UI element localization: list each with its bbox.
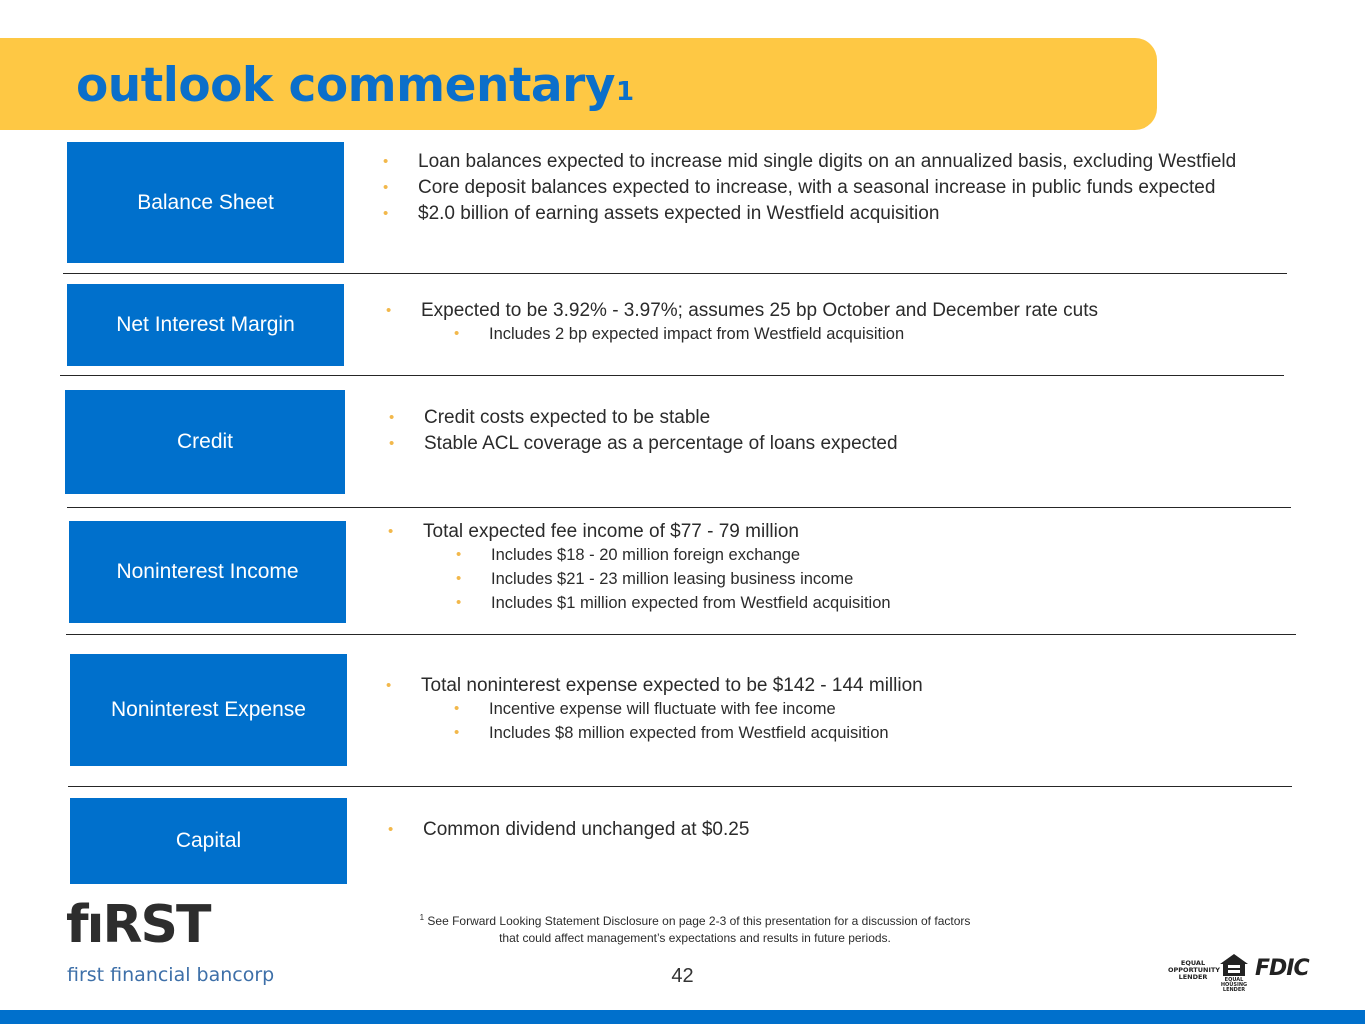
footnote-line-1: See Forward Looking Statement Disclosure on page 2-3 of this presentation for a discussion of factors [427,914,971,928]
badge-line: EQUAL HOUSING [1220,977,1248,988]
list-item [386,322,1286,346]
section-label-capital: Capital [70,798,347,884]
bullet-icon: • [454,325,460,342]
footnote-line-2: that could affect management’s expectations and results in future periods. [499,931,891,945]
bullet-icon: • [456,546,462,563]
bullet-icon: • [383,179,389,196]
list-item [388,543,1288,567]
badge-line: LENDER [1222,987,1246,993]
bullet-icon: • [389,435,395,452]
bullet-icon: • [388,821,394,838]
footnote-marker: 1 [419,913,425,922]
bullet-icon: • [386,302,392,319]
section-label-balance-sheet: Balance Sheet [67,142,344,263]
bullet-icon: • [389,409,395,426]
badge-line: LENDER [1178,973,1208,981]
balance-sheet-bullets [383,150,1298,225]
bullet-text: Includes $21 - 23 million leasing business income [491,570,854,588]
fdic-logo: FDIC [1255,956,1309,981]
list-item [388,591,1288,615]
list-item [388,567,1288,591]
bullet-text: Credit costs expected to be stable [424,407,711,428]
noninterest-expense-bullets [386,674,1286,745]
bullet-text: Includes 2 bp expected impact from Westfield acquisition [489,325,905,343]
list-item [389,432,1289,455]
bullet-text: Incentive expense will fluctuate with fee income [489,700,836,718]
list-item [388,520,1288,543]
section-label-noninterest-expense: Noninterest Expense [70,654,347,766]
bullet-icon: • [456,570,462,587]
bullet-text: Loan balances expected to increase mid single digits on an annualized basis, excluding Westfield [418,151,1237,172]
list-item [388,818,1288,841]
badge-line: EQUAL [1180,959,1206,967]
section-divider [66,634,1296,635]
list-item [386,721,1286,745]
capital-bullets [388,818,1288,841]
section-divider [67,507,1291,508]
bullet-icon: • [383,153,389,170]
list-item [386,697,1286,721]
bottom-band [0,1010,1365,1024]
section-label-net-interest-margin: Net Interest Margin [67,284,344,366]
bullet-text: Includes $18 - 20 million foreign exchange [491,546,801,564]
company-logo-tagline: first financial bancorp [67,964,275,986]
bullet-text: Total expected fee income of $77 - 79 million [423,521,799,542]
title-footnote-marker: 1 [615,77,634,107]
equal-opportunity-lender-badge [1168,959,1221,981]
section-divider [60,375,1284,376]
section-label-noninterest-income: Noninterest Income [69,521,346,623]
section-divider [63,273,1287,274]
bullet-text: Expected to be 3.92% - 3.97%; assumes 25 bp October and December rate cuts [421,300,1098,321]
company-logo: fıRST [66,895,210,955]
list-item [386,299,1286,322]
badge-line: OPPORTUNITY [1168,966,1221,974]
bullet-text: Core deposit balances expected to increase, with a seasonal increase in public funds expected [418,177,1216,198]
list-item [383,176,1298,199]
bullet-icon: • [386,677,392,694]
bullet-text: Stable ACL coverage as a percentage of loans expected [424,433,898,454]
credit-bullets [389,406,1289,455]
page-number: 42 [671,965,694,987]
list-item [389,406,1289,429]
net-interest-margin-bullets [386,299,1286,346]
noninterest-income-bullets [388,520,1288,615]
bullet-icon: • [388,523,394,540]
bullet-icon: • [454,700,460,717]
list-item [386,674,1286,697]
bullet-text: Includes $8 million expected from Westfield acquisition [489,724,889,742]
bullet-text: Includes $1 million expected from Westfield acquisition [491,594,891,612]
section-divider [68,786,1292,787]
bullet-text: $2.0 billion of earning assets expected in Westfield acquisition [418,203,940,224]
equal-housing-lender-badge [1216,978,1252,993]
bullet-text: Common dividend unchanged at $0.25 [423,819,750,840]
footnote [380,909,1010,947]
bullet-icon: • [456,594,462,611]
section-label-credit: Credit [65,390,345,494]
page-title: outlook commentary$^1$ [76,58,634,113]
bullet-icon: • [454,724,460,741]
bullet-icon: • [383,205,389,222]
list-item [383,202,1298,225]
bullet-text: Total noninterest expense expected to be $142 - 144 million [421,675,923,696]
list-item [383,150,1298,173]
